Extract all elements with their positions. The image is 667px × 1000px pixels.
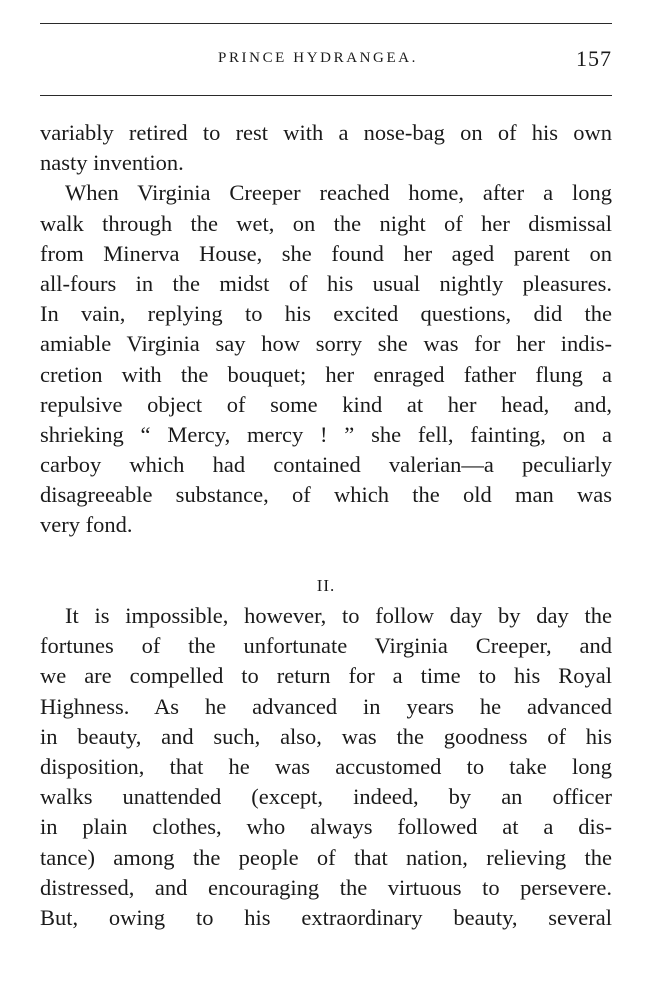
text-line: When Virginia Creeper reached home, after a long: [65, 180, 612, 206]
text-line: walk through the wet, on the night of her dismissal: [40, 210, 612, 236]
text-line: walks unattended (except, indeed, by an officer: [40, 784, 612, 810]
text-line: cretion with the bouquet; her enraged father flung a: [40, 361, 612, 387]
text-line: very fond.: [40, 512, 133, 538]
text-line: fortunes of the unfortunate Virginia Creeper, and: [40, 633, 612, 659]
text-line: amiable Virginia say how sorry she was for her indis-: [40, 331, 612, 357]
section-spacer: [40, 541, 612, 571]
text-line: tance) among the people of that nation, relieving the: [40, 844, 612, 870]
text-line: In vain, replying to his excited questions, did the: [40, 301, 612, 327]
header-rule-bottom: [40, 95, 612, 96]
text-line: carboy which had contained valerian—a peculiarly: [40, 452, 612, 478]
running-title: PRINCE HYDRANGEA.: [218, 50, 419, 66]
text-line: disagreeable substance, of which the old man was: [40, 482, 612, 508]
text-line: all-fours in the midst of his usual nightly pleasures.: [40, 270, 612, 296]
text-line: variably retired to rest with a nose-bag on of his own: [40, 120, 612, 145]
body-text: [40, 118, 612, 933]
paragraph: [40, 601, 612, 933]
text-line: in plain clothes, who always followed at a dis-: [40, 814, 612, 840]
text-line: disposition, that he was accustomed to take long: [40, 753, 612, 779]
page-number: 157: [576, 46, 612, 71]
header-rule-top: [40, 23, 612, 24]
text-line: It is impossible, however, to follow day by day the: [65, 603, 612, 628]
text-line: nasty invention.: [40, 150, 184, 176]
text-line: in beauty, and such, also, was the goodness of his: [40, 723, 612, 749]
text-line: distressed, and encouraging the virtuous to persevere.: [40, 874, 612, 900]
text-line: from Minerva House, she found her aged parent on: [40, 240, 612, 266]
section-heading: II.: [316, 575, 336, 595]
text-line: But, owing to his extraordinary beauty, several: [40, 904, 612, 930]
running-head: [40, 46, 612, 73]
text-line: Highness. As he advanced in years he advanced: [40, 693, 612, 719]
paragraph: [40, 178, 612, 540]
paragraph: [40, 118, 612, 178]
text-line: shrieking “ Mercy, mercy ! ” she fell, fainting, on a: [40, 421, 612, 447]
text-line: repulsive object of some kind at her head, and,: [40, 391, 612, 417]
text-line: we are compelled to return for a time to his Royal: [40, 663, 612, 689]
